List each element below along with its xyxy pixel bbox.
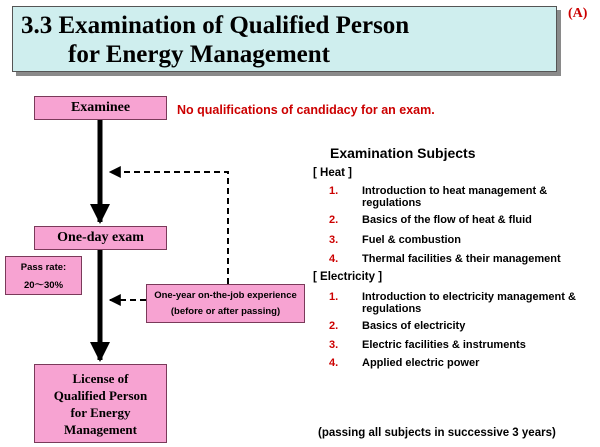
license-line-1: License of	[72, 370, 129, 386]
one-day-exam-box	[34, 226, 167, 250]
heat-item-2: Basics of the flow of heat & fluid	[362, 214, 532, 226]
elec-item-1-num: 1.	[329, 291, 339, 303]
heat-item-3: Fuel & combustion	[362, 234, 461, 246]
slide-badge: (A)	[568, 6, 588, 21]
elec-item-3-num: 3.	[329, 339, 339, 351]
heat-section-label: [ Heat ]	[313, 167, 352, 179]
one-day-exam-label: One-day exam	[57, 230, 144, 245]
subjects-footnote: (passing all subjects in successive 3 years)	[318, 427, 556, 439]
heat-item-4: Thermal facilities & their management	[362, 253, 561, 265]
heat-item-4-num: 4.	[329, 253, 339, 265]
license-line-2: Qualified Person	[53, 387, 148, 403]
heat-item-1-num: 1.	[329, 185, 339, 197]
license-line-3: for Energy	[70, 404, 131, 420]
no-qualifications-note: No qualifications of candidacy for an exam.	[177, 103, 435, 117]
heat-item-3-num: 3.	[329, 234, 339, 246]
heat-item-2-num: 2.	[329, 214, 339, 226]
elec-item-1: Introduction to electricity management & regulations	[362, 291, 576, 315]
elec-item-2-num: 2.	[329, 320, 339, 332]
pass-rate-box	[5, 256, 82, 295]
pass-rate-label: Pass rate:	[20, 262, 67, 273]
examinee-label: Examinee	[70, 100, 131, 115]
elec-item-3: Electric facilities & instruments	[362, 339, 526, 351]
subjects-heading: Examination Subjects	[330, 145, 476, 161]
heat-item-1: Introduction to heat management & regulations	[362, 185, 548, 209]
examinee-box	[34, 96, 167, 120]
elec-item-4-num: 4.	[329, 357, 339, 369]
license-box	[34, 364, 167, 443]
title-line-1: 3.3 Examination of Qualified Person	[21, 12, 410, 39]
electricity-section-label: [ Electricity ]	[313, 271, 383, 283]
experience-line-2: (before or after passing)	[170, 306, 281, 317]
pass-rate-value: 20～30%	[23, 280, 64, 291]
title-line-2: for Energy Management	[68, 41, 330, 68]
experience-line-1: One-year on-the-job experience	[154, 290, 297, 301]
license-line-4: Management	[64, 421, 137, 437]
elec-item-4: Applied electric power	[362, 357, 480, 369]
elec-item-2: Basics of electricity	[362, 320, 466, 332]
experience-box	[146, 284, 305, 323]
